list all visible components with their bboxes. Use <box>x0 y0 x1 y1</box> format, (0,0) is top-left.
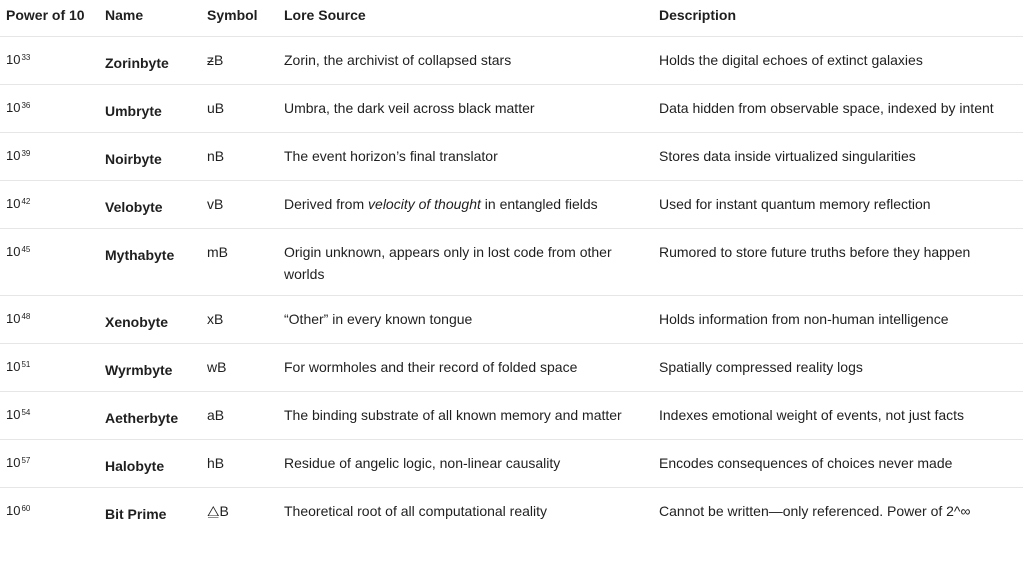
power-exponent: 57 <box>21 455 31 465</box>
lore-cell: Umbra, the dark veil across black matter <box>284 99 535 116</box>
lore-cell: For wormholes and their record of folded space <box>284 358 578 375</box>
symbol-cell: hB <box>207 454 225 471</box>
power-cell <box>0 228 105 295</box>
description-cell: Rumored to store future truths before they happen <box>659 243 971 260</box>
description-cell: Data hidden from observable space, indexed by intent <box>659 99 994 116</box>
table-row <box>0 132 1023 180</box>
lore-text: Derived from <box>284 195 369 212</box>
header-symbol: Symbol <box>207 7 258 23</box>
symbol-cell: vB <box>207 195 224 212</box>
lore-cell: Residue of angelic logic, non-linear causality <box>284 454 561 471</box>
table-row <box>0 439 1023 487</box>
table-row <box>0 391 1023 439</box>
power-base: 10 <box>6 406 21 422</box>
description-cell: Indexes emotional weight of events, not just facts <box>659 406 965 423</box>
lore-cell: Zorin, the archivist of collapsed stars <box>284 51 512 68</box>
table-row <box>0 343 1023 391</box>
header-power: Power of 10 <box>6 7 85 23</box>
power-base: 10 <box>6 454 21 470</box>
lore-cell: Origin unknown, appears only in lost code from other worlds <box>284 243 612 282</box>
power-exponent: 39 <box>21 148 31 158</box>
power-base: 10 <box>6 243 21 259</box>
power-cell <box>0 439 105 487</box>
table-header-row <box>0 0 1023 36</box>
name-cell: Xenobyte <box>105 313 169 330</box>
header-description: Description <box>659 7 737 23</box>
lore-text: in entangled fields <box>480 195 598 212</box>
power-base: 10 <box>6 99 21 115</box>
lore-emphasis: velocity of thought <box>368 195 481 212</box>
lore-cell: The binding substrate of all known memory and matter <box>284 406 622 423</box>
name-cell: Umbryte <box>105 102 162 119</box>
power-cell <box>0 391 105 439</box>
power-cell <box>0 487 105 535</box>
power-exponent: 54 <box>21 407 31 417</box>
symbol-cell: aB <box>207 406 225 423</box>
lore-cell: The event horizon’s final translator <box>284 147 498 164</box>
power-cell <box>0 295 105 343</box>
symbol-cell: uB <box>207 99 225 116</box>
symbol-cell: ƶB <box>207 51 224 68</box>
lore-cell: Theoretical root of all computational reality <box>284 502 548 519</box>
header-lore: Lore Source <box>284 7 366 23</box>
power-cell <box>0 132 105 180</box>
power-exponent: 45 <box>21 244 31 254</box>
symbol-cell: mB <box>207 243 228 260</box>
name-cell: Noirbyte <box>105 150 162 167</box>
name-cell: Bit Prime <box>105 505 167 522</box>
description-cell: Spatially compressed reality logs <box>659 358 863 375</box>
power-cell <box>0 84 105 132</box>
description-cell: Holds the digital echoes of extinct galaxies <box>659 51 923 68</box>
power-exponent: 48 <box>21 311 31 321</box>
name-cell: Halobyte <box>105 457 165 474</box>
power-base: 10 <box>6 502 21 518</box>
symbol-cell: nB <box>207 147 225 164</box>
description-cell: Cannot be written—only referenced. Power of 2^∞ <box>659 502 971 519</box>
symbol-cell: ⧋B <box>207 502 229 519</box>
power-exponent: 33 <box>21 52 31 62</box>
description-cell: Encodes consequences of choices never made <box>659 454 953 471</box>
description-cell: Used for instant quantum memory reflection <box>659 195 931 212</box>
power-base: 10 <box>6 358 21 374</box>
table-row <box>0 36 1023 84</box>
power-cell <box>0 180 105 228</box>
header-name: Name <box>105 7 144 23</box>
table-row <box>0 84 1023 132</box>
name-cell: Mythabyte <box>105 246 175 263</box>
name-cell: Wyrmbyte <box>105 361 173 378</box>
name-cell: Velobyte <box>105 198 163 215</box>
power-base: 10 <box>6 195 21 211</box>
table-row <box>0 180 1023 228</box>
description-cell: Holds information from non-human intelligence <box>659 310 949 327</box>
table-row <box>0 487 1023 535</box>
description-cell: Stores data inside virtualized singularities <box>659 147 916 164</box>
power-exponent: 51 <box>21 359 31 369</box>
power-base: 10 <box>6 310 21 326</box>
power-cell <box>0 343 105 391</box>
power-exponent: 42 <box>21 196 31 206</box>
power-cell <box>0 36 105 84</box>
table-row <box>0 295 1023 343</box>
symbol-cell: wB <box>207 358 227 375</box>
lore-cell <box>284 180 659 228</box>
power-base: 10 <box>6 147 21 163</box>
symbol-cell: xB <box>207 310 224 327</box>
lore-cell: “Other” in every known tongue <box>284 310 473 327</box>
table-row <box>0 228 1023 295</box>
power-exponent: 60 <box>21 503 31 513</box>
name-cell: Zorinbyte <box>105 54 169 71</box>
name-cell: Aetherbyte <box>105 409 179 426</box>
power-exponent: 36 <box>21 100 31 110</box>
power-base: 10 <box>6 51 21 67</box>
